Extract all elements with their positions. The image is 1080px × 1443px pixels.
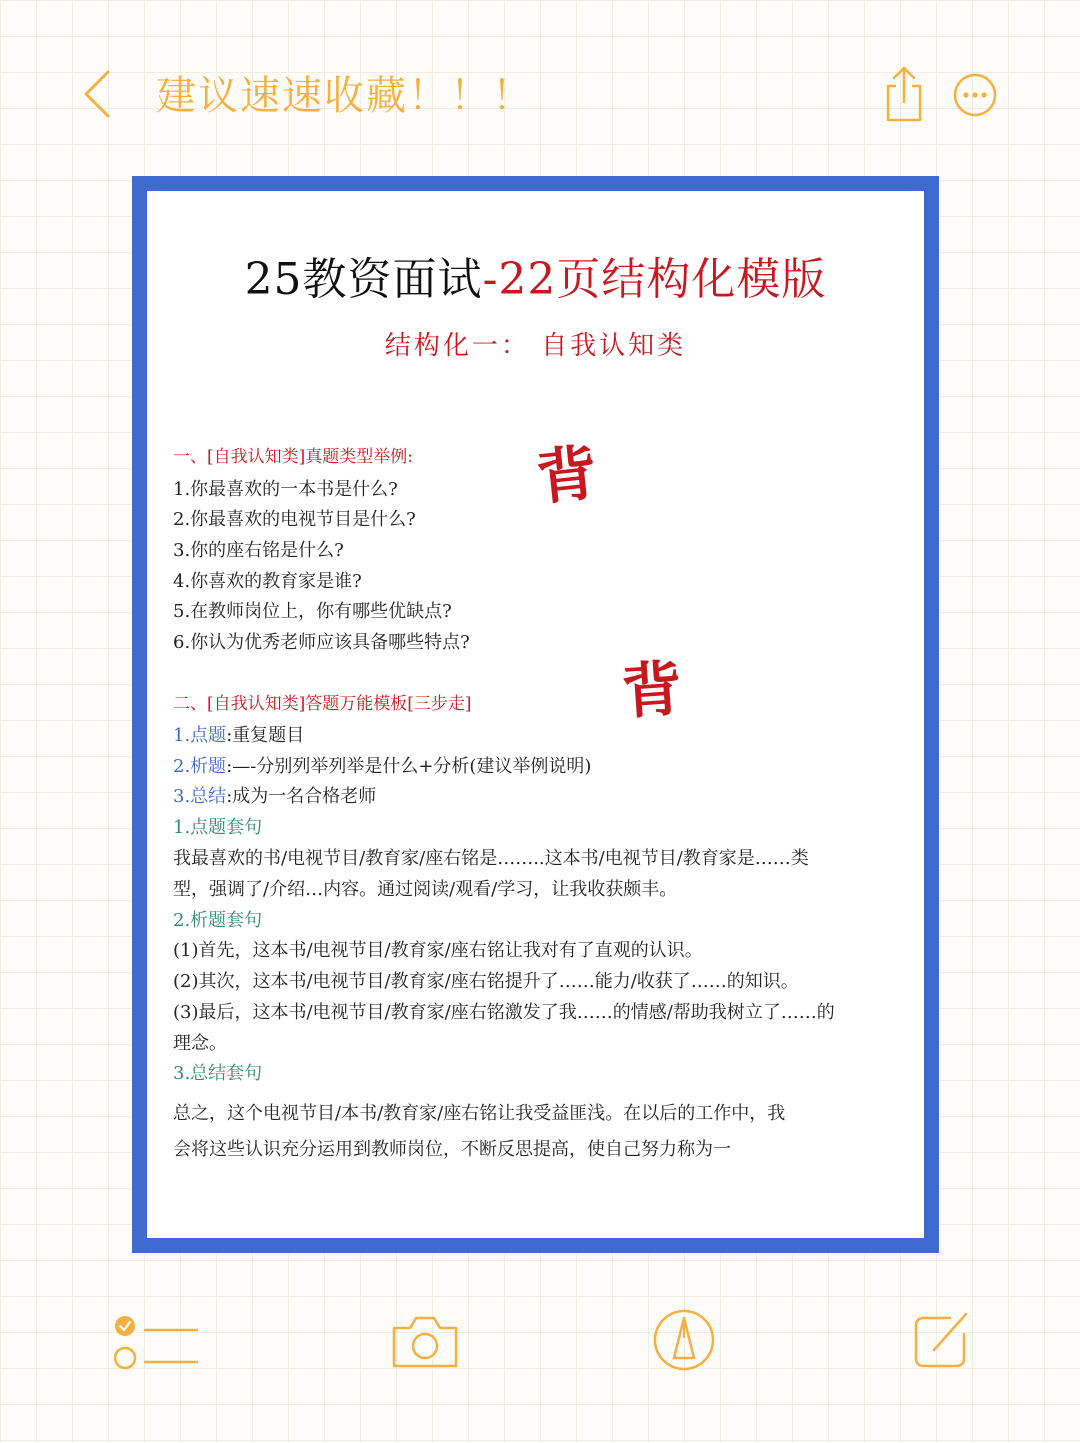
compose-button[interactable] (910, 1308, 974, 1372)
document-title-main: 25教资面试 (244, 254, 483, 305)
part-heading: 3.总结套句 (173, 1063, 263, 1084)
document-title (147, 243, 924, 307)
list-item: 1.你最喜欢的一本书是什么? (173, 479, 398, 500)
memorize-stamp: 背 (619, 653, 685, 729)
paragraph-line: (1)首先，这本书/电视节目/教育家/座右铭让我对有了直观的认识。 (173, 940, 703, 961)
step-item (173, 788, 376, 806)
camera-button[interactable] (388, 1312, 462, 1372)
chevron-left-icon (78, 66, 122, 122)
top-navigation-bar (0, 0, 1080, 190)
more-options-button[interactable] (952, 72, 998, 118)
step-item (173, 727, 304, 745)
part-heading: 1.点题套句 (173, 817, 263, 838)
back-button[interactable] (78, 66, 122, 122)
compose-icon (910, 1308, 974, 1372)
paragraph-line: 型，强调了/介绍…内容。通过阅读/观看/学习，让我收获颇丰。 (173, 879, 678, 900)
paragraph-line: 会将这些认识充分运用到教师岗位，不断反思提高，使自己努力称为一 (173, 1139, 731, 1160)
document-image (132, 176, 939, 1253)
note-title: 建议速速收藏！！！ (156, 73, 534, 119)
paragraph-line: 总之，这个电视节目/本书/教育家/座右铭让我受益匪浅。在以后的工作中，我 (173, 1103, 786, 1124)
list-item: 5.在教师岗位上，你有哪些优缺点? (173, 601, 452, 622)
paragraph-line: (3)最后，这本书/电视节目/教育家/座右铭激发了我……的情感/帮助我树立了……的 (173, 1002, 835, 1023)
list-item: 3.你的座右铭是什么? (173, 540, 344, 561)
step-label: 1.点题 (173, 725, 227, 746)
section-heading: 二、[自我认知类]答题万能模板[三步走] (173, 694, 472, 714)
pen-markup-icon (652, 1308, 716, 1372)
share-icon (880, 64, 928, 124)
checklist-button[interactable] (110, 1312, 202, 1372)
markup-button[interactable] (652, 1308, 716, 1372)
document-title-highlight: -22页结构化模版 (482, 254, 827, 305)
section-heading: 一、[自我认知类]真题类型举例: (173, 447, 413, 467)
paragraph-line: 理念。 (173, 1033, 227, 1054)
step-label: 3.总结 (173, 786, 227, 807)
memorize-stamp: 背 (533, 438, 601, 514)
step-text: :重复题目 (226, 725, 305, 746)
camera-icon (388, 1312, 462, 1372)
document-subtitle: 结构化一： 自我认知类 (384, 331, 687, 361)
list-item: 4.你喜欢的教育家是谁? (173, 571, 362, 592)
share-button[interactable] (880, 64, 928, 124)
bottom-toolbar (0, 1290, 1080, 1410)
list-item: 6.你认为优秀老师应该具备哪些特点? (173, 632, 470, 653)
step-label: 2.析题 (173, 756, 227, 777)
more-icon (952, 72, 998, 118)
step-text: :成为一名合格老师 (226, 786, 377, 807)
step-text: :—-分别列举列举是什么+分析(建议举例说明) (226, 756, 592, 777)
part-heading: 2.析题套句 (173, 910, 263, 931)
checklist-icon (110, 1312, 202, 1372)
step-item (173, 758, 591, 776)
paragraph-line: 我最喜欢的书/电视节目/教育家/座右铭是……..这本书/电视节目/教育家是……类 (173, 848, 809, 869)
list-item: 2.你最喜欢的电视节目是什么? (173, 509, 416, 530)
paragraph-line: (2)其次，这本书/电视节目/教育家/座右铭提升了……能力/收获了……的知识。 (173, 971, 799, 992)
